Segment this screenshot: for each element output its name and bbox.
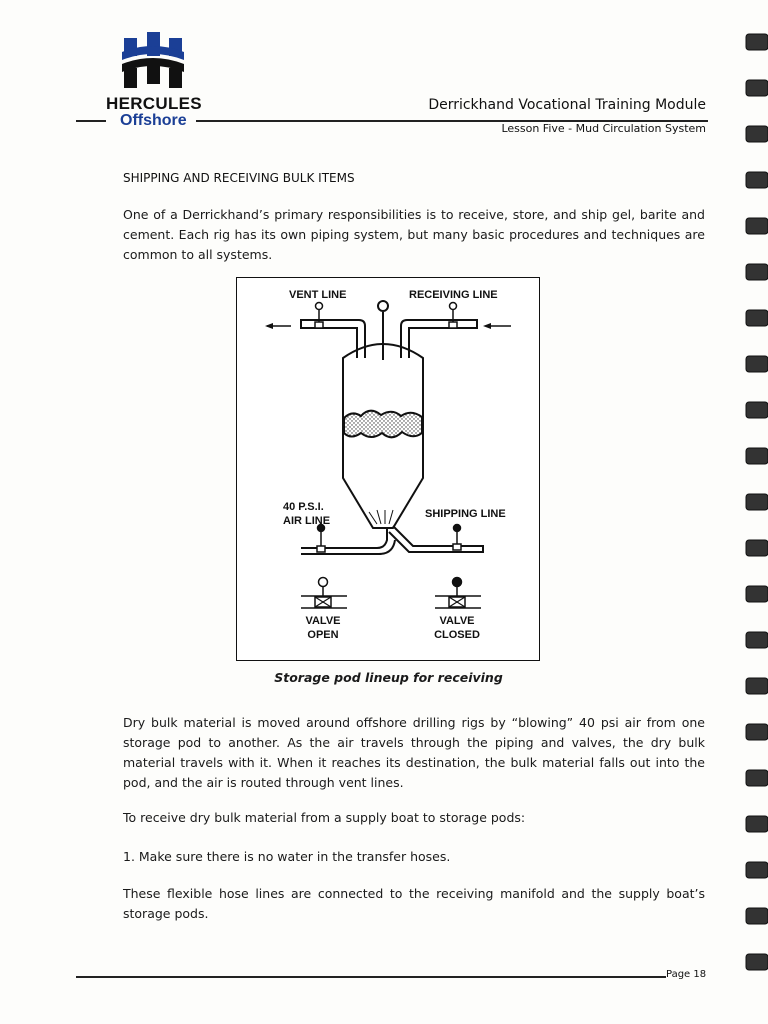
shipping-line-label: SHIPPING LINE <box>425 508 506 520</box>
hercules-logo-icon <box>118 30 188 90</box>
valve-closed-label-2: CLOSED <box>434 629 480 641</box>
brand-name: HERCULES <box>106 94 202 113</box>
module-title: Derrickhand Vocational Training Module <box>428 97 706 113</box>
lesson-title: Lesson Five - Mud Circulation System <box>501 122 706 135</box>
valve-open-label-2: OPEN <box>307 629 339 641</box>
body-paragraph-1: Dry bulk material is moved around offshore drilling rigs by “blowing” 40 psi air from one storage pod to another. As the air travels through the piping and valves, the dry bulk material travels with it. When it reaches its destination, the bulk material falls out into the pod, and the air is routed through vent lines. <box>123 715 705 790</box>
body-paragraph-2: To receive dry bulk material from a supply boat to storage pods: <box>123 810 526 825</box>
vent-line-label: VENT LINE <box>289 289 347 301</box>
air-line-label-1: 40 P.S.I. <box>283 501 324 513</box>
figure-caption: Storage pod lineup for receiving <box>274 670 503 685</box>
page-number: Page 18 <box>666 969 707 980</box>
valve-closed-label-1: VALVE <box>439 615 475 627</box>
spiral-binding-icon <box>744 20 768 1010</box>
step-1: 1. Make sure there is no water in the transfer hoses. <box>123 849 451 864</box>
section-heading: SHIPPING AND RECEIVING BULK ITEMS <box>123 171 355 185</box>
valve-open-label-1: VALVE <box>305 615 341 627</box>
body-paragraph-3: These flexible hose lines are connected to the receiving manifold and the supply boat’s storage pods. <box>123 886 705 921</box>
storage-pod-diagram <box>236 277 540 661</box>
brand-subtitle: Offshore <box>120 112 187 129</box>
footer-rule <box>76 976 666 978</box>
header-rule-left <box>76 120 106 122</box>
intro-paragraph: One of a Derrickhand’s primary responsibilities is to receive, store, and ship gel, barite and cement. Each rig has its own piping system, but many basic procedures and techniques are common to all systems. <box>123 207 705 262</box>
receiving-line-label: RECEIVING LINE <box>409 289 498 301</box>
air-line-label-2: AIR LINE <box>283 515 331 527</box>
